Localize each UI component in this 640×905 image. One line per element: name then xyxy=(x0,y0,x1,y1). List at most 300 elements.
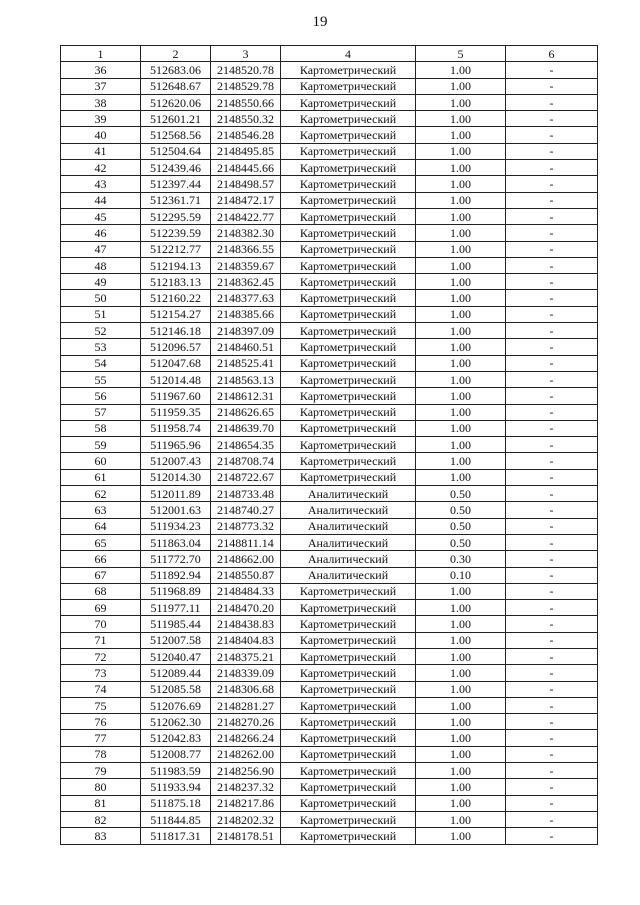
method-cell: Картометрический xyxy=(281,828,416,844)
accuracy-cell: 0.50 xyxy=(416,502,506,518)
method-cell: Картометрический xyxy=(281,795,416,811)
accuracy-cell: 1.00 xyxy=(416,355,506,371)
table-row xyxy=(61,665,598,681)
note-cell: - xyxy=(506,795,598,811)
y-coordinate-cell: 2148217.86 xyxy=(211,795,281,811)
method-cell: Картометрический xyxy=(281,111,416,127)
method-cell: Картометрический xyxy=(281,681,416,697)
y-coordinate-cell: 2148811.14 xyxy=(211,534,281,550)
point-number-cell: 52 xyxy=(61,323,141,339)
table-row xyxy=(61,795,598,811)
method-cell: Картометрический xyxy=(281,730,416,746)
note-cell: - xyxy=(506,779,598,795)
x-coordinate-cell: 512089.44 xyxy=(141,665,211,681)
accuracy-cell: 1.00 xyxy=(416,62,506,78)
point-number-cell: 72 xyxy=(61,648,141,664)
table-row xyxy=(61,502,598,518)
accuracy-cell: 1.00 xyxy=(416,388,506,404)
x-coordinate-cell: 512007.58 xyxy=(141,632,211,648)
accuracy-cell: 1.00 xyxy=(416,208,506,224)
method-cell: Картометрический xyxy=(281,746,416,762)
x-coordinate-cell: 511968.89 xyxy=(141,583,211,599)
point-number-cell: 64 xyxy=(61,518,141,534)
note-cell: - xyxy=(506,143,598,159)
note-cell: - xyxy=(506,355,598,371)
x-coordinate-cell: 512001.63 xyxy=(141,502,211,518)
point-number-cell: 59 xyxy=(61,437,141,453)
table-row xyxy=(61,534,598,550)
table-row xyxy=(61,176,598,192)
table-row xyxy=(61,551,598,567)
note-cell: - xyxy=(506,241,598,257)
table-body xyxy=(61,62,598,844)
note-cell: - xyxy=(506,486,598,502)
x-coordinate-cell: 512085.58 xyxy=(141,681,211,697)
accuracy-cell: 1.00 xyxy=(416,437,506,453)
y-coordinate-cell: 2148438.83 xyxy=(211,616,281,632)
accuracy-cell: 1.00 xyxy=(416,632,506,648)
table-header-row xyxy=(61,46,598,62)
table-row xyxy=(61,779,598,795)
accuracy-cell: 1.00 xyxy=(416,371,506,387)
point-number-cell: 83 xyxy=(61,828,141,844)
column-header-6: 6 xyxy=(506,46,598,62)
y-coordinate-cell: 2148382.30 xyxy=(211,225,281,241)
point-number-cell: 80 xyxy=(61,779,141,795)
y-coordinate-cell: 2148359.67 xyxy=(211,257,281,273)
note-cell: - xyxy=(506,290,598,306)
method-cell: Картометрический xyxy=(281,763,416,779)
y-coordinate-cell: 2148546.28 xyxy=(211,127,281,143)
note-cell: - xyxy=(506,111,598,127)
table-row xyxy=(61,225,598,241)
method-cell: Картометрический xyxy=(281,339,416,355)
x-coordinate-cell: 512076.69 xyxy=(141,697,211,713)
y-coordinate-cell: 2148495.85 xyxy=(211,143,281,159)
y-coordinate-cell: 2148362.45 xyxy=(211,274,281,290)
y-coordinate-cell: 2148740.27 xyxy=(211,502,281,518)
method-cell: Картометрический xyxy=(281,160,416,176)
point-number-cell: 55 xyxy=(61,371,141,387)
accuracy-cell: 1.00 xyxy=(416,94,506,110)
page-number: 19 xyxy=(312,14,328,30)
accuracy-cell: 1.00 xyxy=(416,274,506,290)
table-row xyxy=(61,714,598,730)
point-number-cell: 56 xyxy=(61,388,141,404)
table-row xyxy=(61,404,598,420)
method-cell: Аналитический xyxy=(281,551,416,567)
y-coordinate-cell: 2148445.66 xyxy=(211,160,281,176)
note-cell: - xyxy=(506,502,598,518)
accuracy-cell: 0.30 xyxy=(416,551,506,567)
point-number-cell: 79 xyxy=(61,763,141,779)
method-cell: Картометрический xyxy=(281,697,416,713)
method-cell: Картометрический xyxy=(281,388,416,404)
point-number-cell: 78 xyxy=(61,746,141,762)
table-row xyxy=(61,371,598,387)
x-coordinate-cell: 511844.85 xyxy=(141,811,211,827)
point-number-cell: 38 xyxy=(61,94,141,110)
x-coordinate-cell: 512239.59 xyxy=(141,225,211,241)
point-number-cell: 49 xyxy=(61,274,141,290)
x-coordinate-cell: 511958.74 xyxy=(141,420,211,436)
x-coordinate-cell: 511985.44 xyxy=(141,616,211,632)
y-coordinate-cell: 2148722.67 xyxy=(211,469,281,485)
accuracy-cell: 1.00 xyxy=(416,616,506,632)
note-cell: - xyxy=(506,648,598,664)
point-number-cell: 54 xyxy=(61,355,141,371)
point-number-cell: 58 xyxy=(61,420,141,436)
note-cell: - xyxy=(506,714,598,730)
y-coordinate-cell: 2148550.32 xyxy=(211,111,281,127)
table-row xyxy=(61,763,598,779)
method-cell: Картометрический xyxy=(281,600,416,616)
x-coordinate-cell: 512397.44 xyxy=(141,176,211,192)
point-number-cell: 60 xyxy=(61,453,141,469)
note-cell: - xyxy=(506,811,598,827)
note-cell: - xyxy=(506,518,598,534)
y-coordinate-cell: 2148529.78 xyxy=(211,78,281,94)
y-coordinate-cell: 2148498.57 xyxy=(211,176,281,192)
x-coordinate-cell: 511959.35 xyxy=(141,404,211,420)
y-coordinate-cell: 2148178.51 xyxy=(211,828,281,844)
method-cell: Картометрический xyxy=(281,143,416,159)
accuracy-cell: 1.00 xyxy=(416,795,506,811)
x-coordinate-cell: 511967.60 xyxy=(141,388,211,404)
table-row xyxy=(61,616,598,632)
accuracy-cell: 1.00 xyxy=(416,697,506,713)
y-coordinate-cell: 2148422.77 xyxy=(211,208,281,224)
table-row xyxy=(61,730,598,746)
point-number-cell: 70 xyxy=(61,616,141,632)
x-coordinate-cell: 512154.27 xyxy=(141,306,211,322)
accuracy-cell: 1.00 xyxy=(416,323,506,339)
accuracy-cell: 1.00 xyxy=(416,176,506,192)
accuracy-cell: 0.50 xyxy=(416,486,506,502)
column-header-4: 4 xyxy=(281,46,416,62)
method-cell: Картометрический xyxy=(281,127,416,143)
y-coordinate-cell: 2148377.63 xyxy=(211,290,281,306)
point-number-cell: 42 xyxy=(61,160,141,176)
table-row xyxy=(61,648,598,664)
note-cell: - xyxy=(506,274,598,290)
y-coordinate-cell: 2148404.83 xyxy=(211,632,281,648)
note-cell: - xyxy=(506,257,598,273)
point-number-cell: 39 xyxy=(61,111,141,127)
x-coordinate-cell: 512601.21 xyxy=(141,111,211,127)
column-header-1: 1 xyxy=(61,46,141,62)
note-cell: - xyxy=(506,160,598,176)
note-cell: - xyxy=(506,567,598,583)
x-coordinate-cell: 512047.68 xyxy=(141,355,211,371)
method-cell: Аналитический xyxy=(281,567,416,583)
table-row xyxy=(61,697,598,713)
x-coordinate-cell: 511875.18 xyxy=(141,795,211,811)
x-coordinate-cell: 512146.18 xyxy=(141,323,211,339)
method-cell: Аналитический xyxy=(281,518,416,534)
x-coordinate-cell: 512040.47 xyxy=(141,648,211,664)
method-cell: Картометрический xyxy=(281,437,416,453)
method-cell: Картометрический xyxy=(281,811,416,827)
accuracy-cell: 0.50 xyxy=(416,518,506,534)
method-cell: Аналитический xyxy=(281,534,416,550)
accuracy-cell: 1.00 xyxy=(416,681,506,697)
y-coordinate-cell: 2148654.35 xyxy=(211,437,281,453)
y-coordinate-cell: 2148626.65 xyxy=(211,404,281,420)
method-cell: Картометрический xyxy=(281,779,416,795)
point-number-cell: 81 xyxy=(61,795,141,811)
y-coordinate-cell: 2148733.48 xyxy=(211,486,281,502)
accuracy-cell: 1.00 xyxy=(416,420,506,436)
point-number-cell: 63 xyxy=(61,502,141,518)
method-cell: Картометрический xyxy=(281,632,416,648)
accuracy-cell: 1.00 xyxy=(416,111,506,127)
table-row xyxy=(61,208,598,224)
accuracy-cell: 1.00 xyxy=(416,192,506,208)
accuracy-cell: 1.00 xyxy=(416,730,506,746)
table-row xyxy=(61,257,598,273)
note-cell: - xyxy=(506,420,598,436)
y-coordinate-cell: 2148470.20 xyxy=(211,600,281,616)
table-row xyxy=(61,567,598,583)
note-cell: - xyxy=(506,681,598,697)
note-cell: - xyxy=(506,469,598,485)
point-number-cell: 75 xyxy=(61,697,141,713)
point-number-cell: 46 xyxy=(61,225,141,241)
accuracy-cell: 1.00 xyxy=(416,160,506,176)
method-cell: Картометрический xyxy=(281,274,416,290)
method-cell: Картометрический xyxy=(281,290,416,306)
note-cell: - xyxy=(506,78,598,94)
y-coordinate-cell: 2148525.41 xyxy=(211,355,281,371)
accuracy-cell: 1.00 xyxy=(416,127,506,143)
accuracy-cell: 1.00 xyxy=(416,306,506,322)
method-cell: Картометрический xyxy=(281,306,416,322)
point-number-cell: 48 xyxy=(61,257,141,273)
x-coordinate-cell: 512160.22 xyxy=(141,290,211,306)
method-cell: Картометрический xyxy=(281,714,416,730)
table-row xyxy=(61,600,598,616)
y-coordinate-cell: 2148375.21 xyxy=(211,648,281,664)
note-cell: - xyxy=(506,534,598,550)
table-row xyxy=(61,469,598,485)
accuracy-cell: 1.00 xyxy=(416,78,506,94)
note-cell: - xyxy=(506,208,598,224)
x-coordinate-cell: 512648.67 xyxy=(141,78,211,94)
y-coordinate-cell: 2148306.68 xyxy=(211,681,281,697)
x-coordinate-cell: 512361.71 xyxy=(141,192,211,208)
accuracy-cell: 1.00 xyxy=(416,290,506,306)
point-number-cell: 62 xyxy=(61,486,141,502)
note-cell: - xyxy=(506,763,598,779)
y-coordinate-cell: 2148639.70 xyxy=(211,420,281,436)
note-cell: - xyxy=(506,583,598,599)
table-row xyxy=(61,306,598,322)
note-cell: - xyxy=(506,551,598,567)
method-cell: Картометрический xyxy=(281,176,416,192)
x-coordinate-cell: 512042.83 xyxy=(141,730,211,746)
note-cell: - xyxy=(506,127,598,143)
y-coordinate-cell: 2148773.32 xyxy=(211,518,281,534)
point-number-cell: 41 xyxy=(61,143,141,159)
x-coordinate-cell: 512620.06 xyxy=(141,94,211,110)
accuracy-cell: 1.00 xyxy=(416,811,506,827)
x-coordinate-cell: 512014.30 xyxy=(141,469,211,485)
method-cell: Картометрический xyxy=(281,94,416,110)
note-cell: - xyxy=(506,404,598,420)
note-cell: - xyxy=(506,453,598,469)
x-coordinate-cell: 511817.31 xyxy=(141,828,211,844)
x-coordinate-cell: 511983.59 xyxy=(141,763,211,779)
point-number-cell: 51 xyxy=(61,306,141,322)
table-row xyxy=(61,632,598,648)
point-number-cell: 77 xyxy=(61,730,141,746)
note-cell: - xyxy=(506,746,598,762)
point-number-cell: 67 xyxy=(61,567,141,583)
table-row xyxy=(61,486,598,502)
method-cell: Картометрический xyxy=(281,665,416,681)
accuracy-cell: 1.00 xyxy=(416,453,506,469)
point-number-cell: 57 xyxy=(61,404,141,420)
note-cell: - xyxy=(506,306,598,322)
note-cell: - xyxy=(506,371,598,387)
table-row xyxy=(61,274,598,290)
table-row xyxy=(61,339,598,355)
accuracy-cell: 1.00 xyxy=(416,746,506,762)
note-cell: - xyxy=(506,94,598,110)
y-coordinate-cell: 2148472.17 xyxy=(211,192,281,208)
accuracy-cell: 1.00 xyxy=(416,225,506,241)
y-coordinate-cell: 2148339.09 xyxy=(211,665,281,681)
table-row xyxy=(61,437,598,453)
y-coordinate-cell: 2148281.27 xyxy=(211,697,281,713)
point-number-cell: 43 xyxy=(61,176,141,192)
point-number-cell: 69 xyxy=(61,600,141,616)
method-cell: Картометрический xyxy=(281,78,416,94)
table-row xyxy=(61,388,598,404)
table-row xyxy=(61,192,598,208)
method-cell: Картометрический xyxy=(281,323,416,339)
point-number-cell: 76 xyxy=(61,714,141,730)
x-coordinate-cell: 512212.77 xyxy=(141,241,211,257)
note-cell: - xyxy=(506,437,598,453)
y-coordinate-cell: 2148460.51 xyxy=(211,339,281,355)
accuracy-cell: 1.00 xyxy=(416,143,506,159)
point-number-cell: 36 xyxy=(61,62,141,78)
point-number-cell: 66 xyxy=(61,551,141,567)
y-coordinate-cell: 2148385.66 xyxy=(211,306,281,322)
accuracy-cell: 1.00 xyxy=(416,469,506,485)
point-number-cell: 47 xyxy=(61,241,141,257)
method-cell: Картометрический xyxy=(281,257,416,273)
x-coordinate-cell: 512008.77 xyxy=(141,746,211,762)
x-coordinate-cell: 511965.96 xyxy=(141,437,211,453)
point-number-cell: 65 xyxy=(61,534,141,550)
accuracy-cell: 0.10 xyxy=(416,567,506,583)
note-cell: - xyxy=(506,225,598,241)
table-row xyxy=(61,62,598,78)
table-row xyxy=(61,111,598,127)
y-coordinate-cell: 2148550.87 xyxy=(211,567,281,583)
x-coordinate-cell: 511933.94 xyxy=(141,779,211,795)
table-row xyxy=(61,355,598,371)
point-number-cell: 68 xyxy=(61,583,141,599)
method-cell: Картометрический xyxy=(281,453,416,469)
x-coordinate-cell: 512504.64 xyxy=(141,143,211,159)
y-coordinate-cell: 2148397.09 xyxy=(211,323,281,339)
y-coordinate-cell: 2148266.24 xyxy=(211,730,281,746)
y-coordinate-cell: 2148366.55 xyxy=(211,241,281,257)
table-row xyxy=(61,828,598,844)
point-number-cell: 50 xyxy=(61,290,141,306)
table-row xyxy=(61,143,598,159)
x-coordinate-cell: 511892.94 xyxy=(141,567,211,583)
table-row xyxy=(61,78,598,94)
accuracy-cell: 1.00 xyxy=(416,763,506,779)
table-row xyxy=(61,94,598,110)
x-coordinate-cell: 512439.46 xyxy=(141,160,211,176)
x-coordinate-cell: 512183.13 xyxy=(141,274,211,290)
accuracy-cell: 1.00 xyxy=(416,714,506,730)
table-row xyxy=(61,811,598,827)
note-cell: - xyxy=(506,339,598,355)
y-coordinate-cell: 2148262.00 xyxy=(211,746,281,762)
y-coordinate-cell: 2148662.00 xyxy=(211,551,281,567)
accuracy-cell: 1.00 xyxy=(416,583,506,599)
accuracy-cell: 1.00 xyxy=(416,257,506,273)
accuracy-cell: 1.00 xyxy=(416,779,506,795)
x-coordinate-cell: 512683.06 xyxy=(141,62,211,78)
point-number-cell: 73 xyxy=(61,665,141,681)
point-number-cell: 44 xyxy=(61,192,141,208)
method-cell: Картометрический xyxy=(281,371,416,387)
column-header-2: 2 xyxy=(141,46,211,62)
table-row xyxy=(61,323,598,339)
x-coordinate-cell: 512014.48 xyxy=(141,371,211,387)
table-row xyxy=(61,290,598,306)
accuracy-cell: 1.00 xyxy=(416,648,506,664)
y-coordinate-cell: 2148256.90 xyxy=(211,763,281,779)
coordinates-table xyxy=(60,45,598,845)
note-cell: - xyxy=(506,665,598,681)
accuracy-cell: 1.00 xyxy=(416,339,506,355)
accuracy-cell: 1.00 xyxy=(416,665,506,681)
x-coordinate-cell: 511934.23 xyxy=(141,518,211,534)
x-coordinate-cell: 512062.30 xyxy=(141,714,211,730)
table-row xyxy=(61,518,598,534)
x-coordinate-cell: 512568.56 xyxy=(141,127,211,143)
method-cell: Картометрический xyxy=(281,225,416,241)
y-coordinate-cell: 2148270.26 xyxy=(211,714,281,730)
accuracy-cell: 1.00 xyxy=(416,828,506,844)
x-coordinate-cell: 512194.13 xyxy=(141,257,211,273)
point-number-cell: 71 xyxy=(61,632,141,648)
note-cell: - xyxy=(506,632,598,648)
accuracy-cell: 1.00 xyxy=(416,600,506,616)
point-number-cell: 61 xyxy=(61,469,141,485)
method-cell: Картометрический xyxy=(281,192,416,208)
point-number-cell: 82 xyxy=(61,811,141,827)
note-cell: - xyxy=(506,176,598,192)
point-number-cell: 37 xyxy=(61,78,141,94)
table-row xyxy=(61,453,598,469)
method-cell: Картометрический xyxy=(281,62,416,78)
note-cell: - xyxy=(506,600,598,616)
method-cell: Картометрический xyxy=(281,469,416,485)
y-coordinate-cell: 2148484.33 xyxy=(211,583,281,599)
y-coordinate-cell: 2148520.78 xyxy=(211,62,281,78)
method-cell: Картометрический xyxy=(281,208,416,224)
